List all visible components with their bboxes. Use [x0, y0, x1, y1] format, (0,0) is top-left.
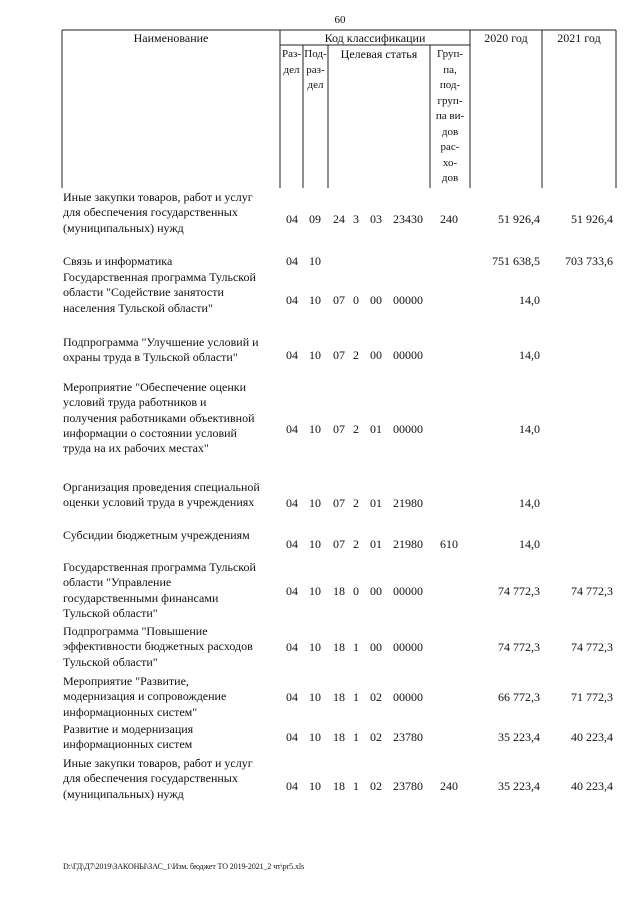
- cell-value-2021: 74 772,3: [571, 584, 613, 598]
- header-razdel: Раз- дел: [281, 48, 301, 76]
- row-name: [63, 722, 278, 753]
- row-name-line: Подпрограмма "Улучшение условий и: [63, 335, 259, 349]
- cell-program: 07: [333, 348, 345, 362]
- cell-event: 00: [370, 584, 382, 598]
- cell-direction: 23780: [393, 730, 423, 744]
- row-name-line: Иные закупки товаров, работ и услуг: [63, 756, 253, 770]
- cell-razdel: 04: [286, 730, 298, 744]
- cell-razdel: 04: [286, 212, 298, 226]
- row-name-line: Мероприятие "Развитие,: [63, 674, 189, 688]
- row-name-line: получения работниками объективной: [63, 410, 255, 425]
- cell-direction: 00000: [393, 640, 423, 654]
- header-year2: 2021 год: [557, 31, 601, 45]
- cell-subprogram: 2: [353, 496, 359, 510]
- cell-value-2020: 14,0: [519, 537, 540, 551]
- cell-podrazdel: 10: [309, 254, 321, 268]
- cell-razdel: 04: [286, 496, 298, 510]
- row-name-line: Иные закупки товаров, работ и услуг: [63, 190, 253, 204]
- cell-value-2021: 51 926,4: [571, 212, 613, 226]
- cell-program: 07: [333, 422, 345, 436]
- cell-event: 02: [370, 690, 382, 704]
- cell-program: 07: [333, 537, 345, 551]
- row-name-line: Подпрограмма "Повышение: [63, 624, 208, 638]
- cell-expense-group: 610: [440, 537, 458, 551]
- row-name-line: для обеспечения государственных: [63, 771, 238, 786]
- cell-direction: 23430: [393, 212, 423, 226]
- row-name-line: Связь и информатика: [63, 254, 173, 268]
- file-path-footer: D:\ГД\Д7\2019\ЗАКОНЫ\ЗАС_1\Изм. бюджет ТО 2019-2021_2 чт\pr5.xls: [63, 862, 304, 871]
- cell-podrazdel: 09: [309, 212, 321, 226]
- cell-podrazdel: 10: [309, 422, 321, 436]
- cell-razdel: 04: [286, 690, 298, 704]
- cell-direction: 00000: [393, 348, 423, 362]
- cell-value-2021: 74 772,3: [571, 640, 613, 654]
- cell-value-2021: 71 772,3: [571, 690, 613, 704]
- cell-podrazdel: 10: [309, 496, 321, 510]
- row-name-line: Государственная программа Тульской: [63, 560, 256, 574]
- row-name-line: Тульской области": [63, 605, 158, 620]
- cell-subprogram: 0: [353, 293, 359, 307]
- cell-program: 07: [333, 496, 345, 510]
- cell-direction: 00000: [393, 422, 423, 436]
- cell-event: 02: [370, 730, 382, 744]
- cell-value-2020: 35 223,4: [498, 730, 540, 744]
- cell-direction: 00000: [393, 584, 423, 598]
- cell-event: 01: [370, 496, 382, 510]
- cell-event: 01: [370, 422, 382, 436]
- header-gruppa: Груп- па, под- груп- па ви- дов рас- хо- дов: [435, 48, 465, 184]
- cell-value-2021: 40 223,4: [571, 730, 613, 744]
- row-name-line: эффективности бюджетных расходов: [63, 639, 253, 654]
- cell-program: 18: [333, 690, 345, 704]
- cell-expense-group: 240: [440, 779, 458, 793]
- cell-value-2020: 51 926,4: [498, 212, 540, 226]
- row-name: [63, 380, 278, 456]
- cell-subprogram: 1: [353, 730, 359, 744]
- cell-razdel: 04: [286, 640, 298, 654]
- cell-value-2020: 14,0: [519, 496, 540, 510]
- cell-program: 18: [333, 640, 345, 654]
- row-name-line: труда на их рабочих местах": [63, 441, 209, 456]
- cell-subprogram: 1: [353, 690, 359, 704]
- cell-value-2020: 14,0: [519, 422, 540, 436]
- cell-direction: 00000: [393, 690, 423, 704]
- cell-value-2021: 40 223,4: [571, 779, 613, 793]
- row-name-line: для обеспечения государственных: [63, 205, 238, 220]
- cell-direction: 23780: [393, 779, 423, 793]
- cell-subprogram: 2: [353, 348, 359, 362]
- cell-direction: 21980: [393, 537, 423, 551]
- row-name: [63, 756, 278, 802]
- row-name-line: Мероприятие "Обеспечение оценки: [63, 380, 247, 394]
- cell-event: 03: [370, 212, 382, 226]
- row-name-line: Тульской области": [63, 654, 158, 669]
- row-name: [63, 254, 278, 269]
- cell-podrazdel: 10: [309, 537, 321, 551]
- row-name: [63, 480, 278, 511]
- header-name: Наименование: [133, 31, 209, 45]
- row-name-line: информационных систем": [63, 704, 198, 719]
- cell-value-2020: 14,0: [519, 348, 540, 362]
- row-name: [63, 270, 278, 316]
- cell-event: 00: [370, 640, 382, 654]
- row-name-line: информационных систем: [63, 737, 193, 752]
- cell-podrazdel: 10: [309, 690, 321, 704]
- header-podrazdel: Под- раз- дел: [304, 48, 327, 91]
- header-year1: 2020 год: [484, 31, 528, 45]
- row-name-line: (муниципальных) нужд: [63, 220, 184, 235]
- row-name-line: охраны труда в Тульской области": [63, 350, 238, 365]
- cell-program: 18: [333, 584, 345, 598]
- row-name-line: условий труда работников и: [63, 395, 207, 410]
- row-name: [63, 674, 278, 720]
- row-name: [63, 624, 278, 670]
- cell-program: 18: [333, 730, 345, 744]
- cell-podrazdel: 10: [309, 348, 321, 362]
- row-name-line: области "Управление: [63, 575, 172, 590]
- cell-subprogram: 0: [353, 584, 359, 598]
- cell-expense-group: 240: [440, 212, 458, 226]
- cell-podrazdel: 10: [309, 779, 321, 793]
- cell-value-2021: 703 733,6: [565, 254, 613, 268]
- cell-razdel: 04: [286, 584, 298, 598]
- cell-event: 00: [370, 348, 382, 362]
- page-number: 60: [334, 14, 346, 26]
- cell-program: 18: [333, 779, 345, 793]
- row-name-line: государственными финансами: [63, 590, 219, 605]
- cell-subprogram: 2: [353, 422, 359, 436]
- cell-event: 02: [370, 779, 382, 793]
- cell-razdel: 04: [286, 537, 298, 551]
- cell-razdel: 04: [286, 348, 298, 362]
- cell-subprogram: 1: [353, 640, 359, 654]
- header-code: Код классификации: [324, 31, 426, 45]
- cell-razdel: 04: [286, 254, 298, 268]
- cell-program: 07: [333, 293, 345, 307]
- cell-podrazdel: 10: [309, 640, 321, 654]
- cell-event: 00: [370, 293, 382, 307]
- row-name-line: оценки условий труда в учреждениях: [63, 495, 255, 510]
- row-name-line: Субсидии бюджетным учреждениям: [63, 528, 250, 542]
- cell-program: 24: [333, 212, 345, 226]
- cell-subprogram: 2: [353, 537, 359, 551]
- row-name-line: Развитие и модернизация: [63, 722, 194, 736]
- cell-value-2020: 35 223,4: [498, 779, 540, 793]
- cell-razdel: 04: [286, 422, 298, 436]
- cell-direction: 21980: [393, 496, 423, 510]
- row-name-line: (муниципальных) нужд: [63, 786, 184, 801]
- row-name: [63, 190, 278, 236]
- row-name-line: области "Содействие занятости: [63, 285, 224, 300]
- row-name-line: населения Тульской области": [63, 300, 213, 315]
- cell-podrazdel: 10: [309, 730, 321, 744]
- cell-value-2020: 14,0: [519, 293, 540, 307]
- row-name-line: информации о состоянии условий: [63, 425, 237, 440]
- cell-value-2020: 74 772,3: [498, 584, 540, 598]
- cell-podrazdel: 10: [309, 584, 321, 598]
- row-name: [63, 528, 278, 543]
- cell-value-2020: 74 772,3: [498, 640, 540, 654]
- cell-direction: 00000: [393, 293, 423, 307]
- cell-event: 01: [370, 537, 382, 551]
- cell-value-2020: 751 638,5: [492, 254, 540, 268]
- cell-razdel: 04: [286, 293, 298, 307]
- cell-subprogram: 1: [353, 779, 359, 793]
- cell-value-2020: 66 772,3: [498, 690, 540, 704]
- cell-subprogram: 3: [353, 212, 359, 226]
- cell-podrazdel: 10: [309, 293, 321, 307]
- cell-razdel: 04: [286, 779, 298, 793]
- row-name: [63, 335, 278, 366]
- row-name-line: модернизация и сопровождение: [63, 689, 227, 704]
- row-name-line: Государственная программа Тульской: [63, 270, 256, 284]
- row-name: [63, 560, 278, 621]
- row-name-line: Организация проведения специальной: [63, 480, 260, 494]
- header-tselevaya: Целевая статья: [340, 47, 418, 61]
